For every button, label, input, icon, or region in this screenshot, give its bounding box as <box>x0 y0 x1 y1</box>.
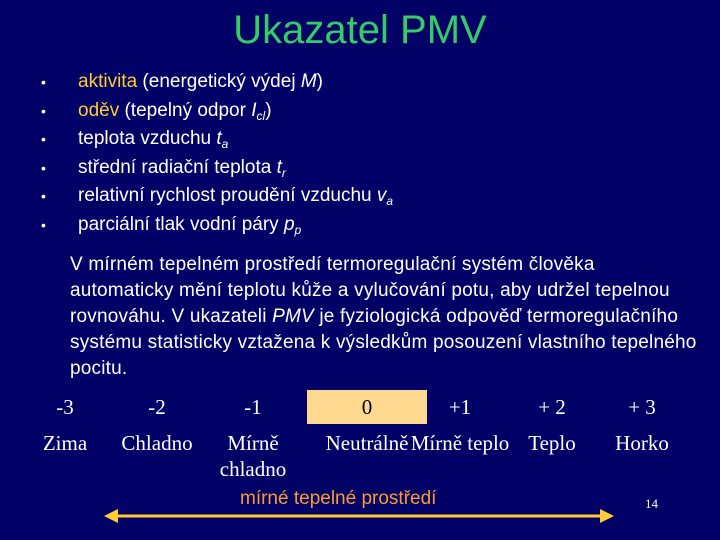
scale-value: -3 <box>56 395 74 419</box>
bullet-tail: ) <box>316 71 323 92</box>
bullet-icon: • <box>41 131 46 147</box>
scale-label: Horko <box>615 431 669 455</box>
bullet-subscript: p <box>294 222 302 237</box>
slide-title: Ukazatel PMV <box>233 8 487 52</box>
bullet-highlight: aktivita <box>78 71 138 92</box>
scale-label: Teplo <box>528 431 576 455</box>
bullet-text: relativní rychlost proudění vzduchu <box>78 185 377 206</box>
double-arrow-icon <box>104 506 614 526</box>
scale-label: Zima <box>42 431 88 455</box>
bullet-text: střední radiační teplota <box>78 156 277 178</box>
paragraph-text-after: je fyziologická odpověď termoregulačního systému statisticky vztažena k výsledkům posouzení vlastního tepelného pocitu. <box>70 306 697 379</box>
bullet-variable: t <box>216 128 222 149</box>
bullet-highlight: oděv <box>78 99 120 121</box>
bullet-item-air-temperature <box>38 125 393 154</box>
bullet-subscript: a <box>386 194 394 208</box>
bullet-list <box>38 68 393 239</box>
description-paragraph <box>70 252 700 382</box>
page-number: 14 <box>645 496 658 511</box>
comfort-zone-label: mírné tepelné prostředí <box>240 488 437 509</box>
scale-value: +1 <box>448 395 472 419</box>
scale-label: Mírně chladno <box>219 431 287 481</box>
bullet-subscript: r <box>281 165 286 180</box>
bullet-variable: v <box>376 185 387 206</box>
scale-value: -2 <box>148 395 166 419</box>
bullet-icon: • <box>41 102 46 119</box>
paragraph-pmv: PMV <box>272 306 314 327</box>
bullet-variable: t <box>276 156 282 178</box>
bullet-text: teplota vzduchu <box>78 128 217 149</box>
bullet-icon: • <box>41 216 46 233</box>
bullet-subscript: cl <box>256 108 266 123</box>
scale-label: Mírně teplo <box>410 431 510 455</box>
bullet-icon: • <box>41 159 46 176</box>
bullet-text: (energetický výdej <box>137 71 301 92</box>
scale-label: Neutrálně <box>325 431 409 455</box>
bullet-variable: I <box>251 99 257 121</box>
bullet-item-activity <box>38 68 393 97</box>
paragraph-text-before: V mírném tepelném prostředí termoregulační systém člověka automaticky mění teplotu kůže a vylučování potu, aby udržel tepelnou rovnováhu. V ukazateli <box>70 254 670 327</box>
bullet-variable: M <box>300 71 317 92</box>
scale-label: Chladno <box>121 431 193 455</box>
bullet-item-air-velocity <box>38 182 393 211</box>
bullet-variable: p <box>283 213 295 235</box>
bullet-subscript: a <box>221 137 229 151</box>
bullet-icon: • <box>41 74 46 90</box>
bullet-text: (tepelný odpor <box>119 99 252 121</box>
bullet-text: parciální tlak vodní páry <box>78 213 284 235</box>
scale-value: + 3 <box>628 395 656 419</box>
bullet-item-radiant-temperature <box>38 154 393 183</box>
bullet-tail: ) <box>265 99 272 121</box>
scale-value: + 2 <box>538 395 566 419</box>
scale-value-neutral: 0 <box>307 390 427 424</box>
bullet-icon: • <box>41 188 46 204</box>
bullet-item-vapour-pressure <box>38 211 393 240</box>
bullet-item-clothing <box>38 97 393 126</box>
scale-value: -1 <box>244 395 262 419</box>
